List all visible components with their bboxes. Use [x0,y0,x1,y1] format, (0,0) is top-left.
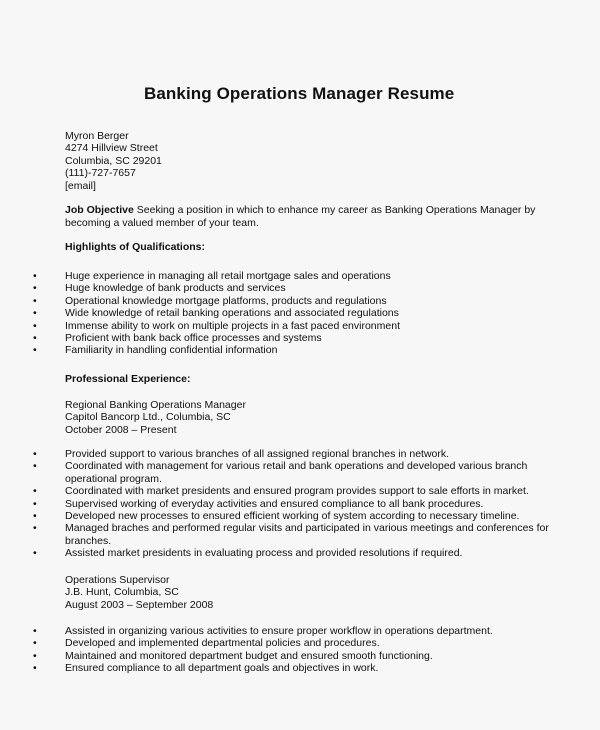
job-objective [65,204,555,229]
list-item: • Familiarity in handling confidential information [33,344,278,357]
list-item: • Coordinated with market presidents and ensured program provides support to sale efforts in market. [33,485,529,498]
bullet-icon: • [33,547,37,560]
job-title: Operations Supervisor [65,574,170,586]
job-dates: August 2003 – September 2008 [65,598,214,611]
list-item: • Managed braches and performed regular visits and participated in various meetings and conferences for branches. [33,522,549,547]
list-item: • Operational knowledge mortgage platforms, products and regulations [33,294,387,307]
list-item: • Wide knowledge of retail banking operations and associated regulations [33,307,399,320]
list-item: • Supervised working of everyday activities and ensured compliance to all bank procedures. [33,497,484,510]
bullet-icon: • [33,625,37,637]
bullet-icon: • [33,637,37,650]
list-item: • Immense ability to work on multiple projects in a fast paced environment [33,319,400,332]
list-item: • Developed new processes to ensured efficient working of system according to necessary timeline. [33,510,520,523]
contact-block [65,130,162,192]
bullet-icon: • [33,448,37,460]
objective-text: Seeking a position in which to enhance my career as Banking Operations Manager by becoming a valued member of your team. [65,204,536,229]
bullet-icon: • [33,485,37,498]
list-item: • Ensured compliance to all department goals and objectives in work. [33,662,379,675]
bullet-icon: • [33,294,37,307]
bullet-icon: • [33,662,37,675]
bullet-icon: • [33,510,37,523]
list-item: • Assisted in organizing various activities to ensure proper workflow in operations department. [33,625,493,637]
list-item: • Huge knowledge of bank products and services [33,282,286,295]
list-item: • Assisted market presidents in evaluating process and provided resolutions if required. [33,547,463,560]
bullet-icon: • [33,649,37,662]
bullet-icon: • [33,332,37,345]
experience-heading: Professional Experience: [65,373,191,385]
bullet-icon: • [33,307,37,320]
list-item: • Coordinated with management for various retail and bank operations and developed various branch operational program. [33,460,528,485]
highlights-heading: Highlights of Qualifications: [65,241,205,253]
objective-label: Job Objective [65,204,134,216]
bullet-icon: • [33,497,37,510]
bullet-icon: • [33,460,37,473]
bullet-icon: • [33,282,37,295]
list-item: • Developed and implemented departmental policies and procedures. [33,637,380,650]
job-company: Capitol Bancorp Ltd., Columbia, SC [65,411,231,424]
bullet-icon: • [33,344,37,357]
bullet-icon: • [33,522,37,535]
job-header-1 [65,399,246,436]
highlights-list [30,270,555,357]
list-item: • Provided support to various branches of all assigned regional branches in network. [33,448,450,460]
bullet-icon: • [33,270,37,282]
contact-name: Myron Berger [65,130,129,142]
resume-title: Banking Operations Manager Resume [144,84,455,103]
contact-phone: (111)-727-7657 [65,167,136,180]
list-item: • Maintained and monitored department budget and ensured smooth functioning. [33,649,433,662]
bullet-icon: • [33,319,37,332]
list-item: • Proficient with bank back office processes and systems [33,332,322,345]
list-item: • Huge experience in managing all retail mortgage sales and operations [33,270,391,282]
contact-city: Columbia, SC 29201 [65,154,162,167]
job-header-2 [65,574,213,611]
job-dates: October 2008 – Present [65,423,177,436]
job-title: Regional Banking Operations Manager [65,399,246,411]
contact-street: 4274 Hillview Street [65,142,158,155]
contact-email: [email] [65,179,96,192]
job-duties-1 [30,448,555,560]
job-duties-2 [30,625,555,675]
job-company: J.B. Hunt, Columbia, SC [65,586,179,599]
